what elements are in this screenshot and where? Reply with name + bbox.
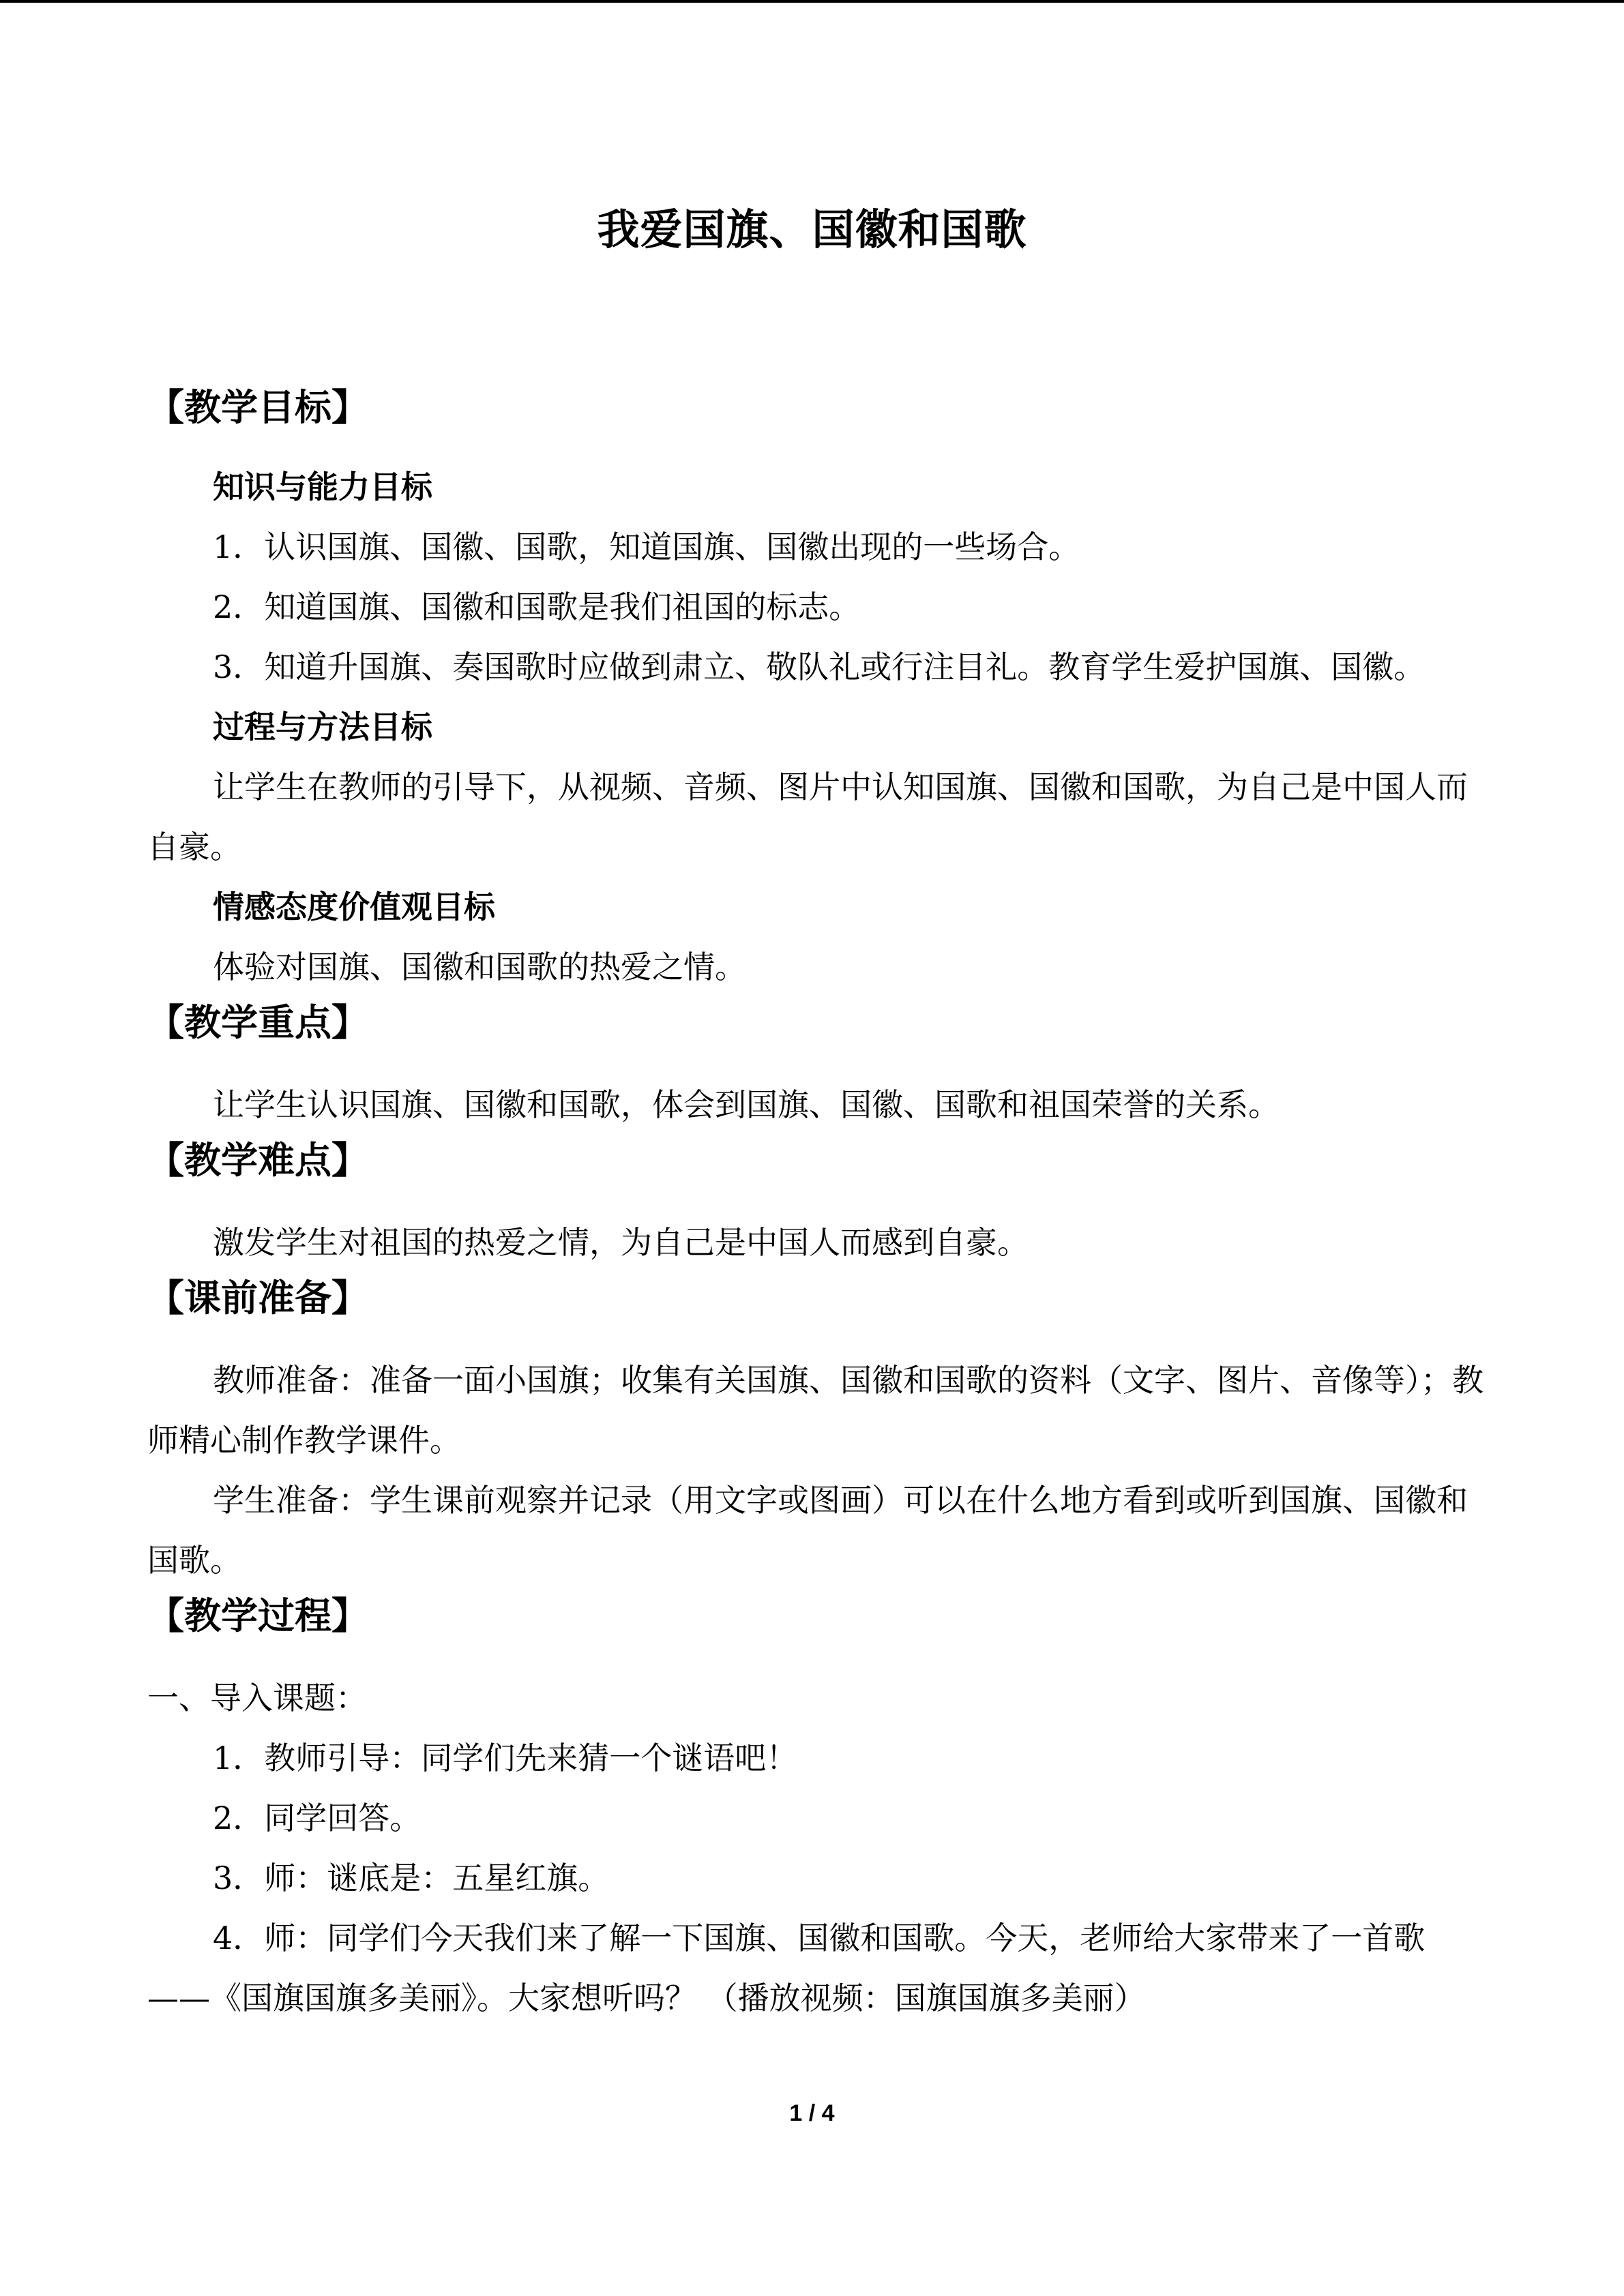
- section-heading-preparation: 【课前准备】: [147, 1276, 368, 1320]
- process-method-text: 让学生在教师的引导下，从视频、音频、图片中认知国旗、国徽和国歌，为自己是中国人而自豪。: [147, 769, 1468, 865]
- section-teaching-goals: [147, 382, 1484, 997]
- section-heading-goals: 【教学目标】: [147, 385, 368, 429]
- process-step-1: 1．教师引导：同学们先来猜一个谜语吧！: [213, 1740, 798, 1776]
- subheading-process-method: 过程与方法目标: [213, 709, 432, 745]
- page-number: 1 / 4: [789, 2100, 835, 2126]
- document-title: 我爱国旗、国徽和国歌: [597, 205, 1027, 254]
- process-step-4: 4．师：同学们今天我们来了解一下国旗、国徽和国歌。今天，老师给大家带来了一首歌——《国旗国旗多美丽》。大家想听吗？ （播放视频：国旗国旗多美丽）: [147, 1920, 1426, 2016]
- process-step-2: 2．同学回答。: [213, 1800, 422, 1836]
- difficulties-text: 激发学生对祖国的热爱之情，为自己是中国人而感到自豪。: [213, 1224, 1029, 1261]
- knowledge-item-1: 1．认识国旗、国徽、国歌，知道国旗、国徽出现的一些场合。: [213, 528, 1080, 565]
- section-heading-process: 【教学过程】: [147, 1594, 368, 1637]
- process-intro: 一、导入课题：: [147, 1680, 367, 1716]
- process-step-3: 3．师：谜底是：五星红旗。: [213, 1860, 610, 1896]
- key-points-text: 让学生认识国旗、国徽和国歌，体会到国旗、国徽、国歌和祖国荣誉的关系。: [213, 1086, 1280, 1123]
- subheading-knowledge: 知识与能力目标: [213, 468, 432, 505]
- section-difficulties: [147, 1135, 1484, 1272]
- knowledge-item-2: 2．知道国旗、国徽和国歌是我们祖国的标志。: [213, 588, 861, 625]
- emotion-values-text: 体验对国旗、国徽和国歌的热爱之情。: [213, 949, 746, 985]
- section-heading-difficulties: 【教学难点】: [147, 1138, 368, 1182]
- section-heading-key-points: 【教学重点】: [147, 1000, 368, 1044]
- document-body: [147, 382, 1484, 2028]
- section-key-points: [147, 997, 1484, 1135]
- student-preparation-text: 学生准备：学生课前观察并记录（用文字或图画）可以在什么地方看到或听到国旗、国徽和国歌。: [147, 1482, 1468, 1579]
- teacher-preparation-text: 教师准备：准备一面小国旗；收集有关国旗、国徽和国歌的资料（文字、图片、音像等）；教师精心制作教学课件。: [147, 1362, 1483, 1459]
- section-preparation: [147, 1272, 1484, 1590]
- subheading-emotion-values: 情感态度价值观目标: [213, 889, 495, 925]
- knowledge-item-3: 3．知道升国旗、奏国歌时应做到肃立、敬队礼或行注目礼。教育学生爱护国旗、国徽。: [213, 648, 1426, 685]
- section-teaching-process: [147, 1590, 1484, 2028]
